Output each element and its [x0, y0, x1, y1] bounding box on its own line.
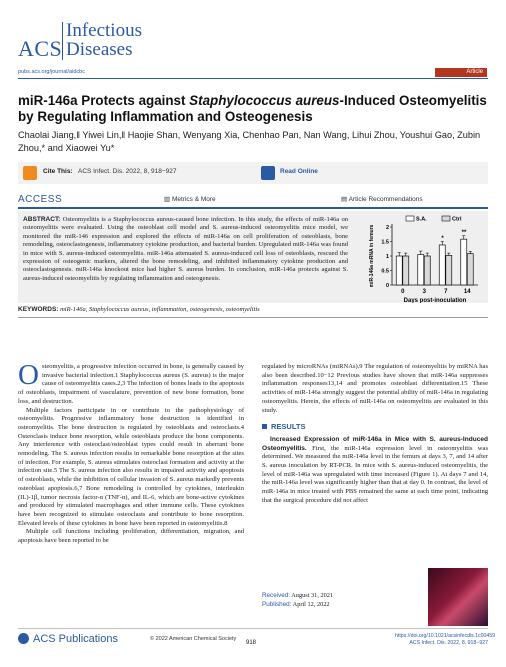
access-rule — [18, 207, 488, 209]
legend-label: S.A. — [416, 216, 427, 223]
received-label: Received: — [262, 592, 291, 599]
logo-divider — [62, 22, 63, 60]
body-paragraph — [18, 359, 244, 407]
metrics-link[interactable] — [164, 195, 216, 203]
bar-ctrl-day0 — [403, 256, 409, 285]
publisher-logo[interactable] — [18, 633, 118, 645]
x-tick-label: 14 — [463, 289, 471, 295]
bar-sa-day0 — [396, 256, 402, 285]
abstract-label: ABSTRACT: — [23, 216, 61, 223]
title-part-italic: Staphylococcus aureus — [189, 93, 340, 108]
keywords — [18, 306, 488, 313]
x-tick-label: 7 — [444, 289, 448, 295]
bar-ctrl-day7 — [446, 255, 452, 285]
body-paragraph: Multiple factors participate in or contribute to the pathophysiology of osteomyelitis. Progressive inflammatory bone destruction is identified in osteomyelitis. The bone destruction is regulated by osteoblasts and osteoclasts.4 Osteoclasts induce bone resorption, while osteoblasts produce the bone components. Any interference with osteoclast/osteoblast types could result in aberrant bone remodeling. The S. aureus infection results in remarkable bone resorption at the sites of infection. For example, S. aureus stimulates osteoclast formation and activity at the infection site.5 The S. aureus infection also results in impaired activity and apoptosis of osteoblasts, while the inhibition of cellular invasion of S. aureus markedly prevents osteoblast apoptosis.6,7 Bone remodeling is controlled by cytokines, interleukin (IL)-1β, tumor necrosis factor-α (TNF-α), and IL-6, which are bone-active cytokines and produced by stimulated macrophages and other immune cells. These cytokines have been recognized to stimulate osteoclasts and contribute to bone resorption. Elevated levels of these cytokines in bone have been reported in osteomyelitis.8 — [18, 406, 244, 527]
y-axis-label: miR-146a mRNA in femurs — [369, 224, 375, 288]
y-tick-label: 2 — [385, 225, 389, 231]
article-dates — [262, 591, 422, 624]
toc-graphic-chart — [362, 213, 484, 303]
title-part-1: miR-146a Protects against — [18, 93, 190, 108]
journal-url[interactable]: pubs.acs.org/journal/aidcbc — [18, 69, 85, 75]
access-bar — [18, 193, 488, 207]
journal-citation: ACS Infect. Dis. 2022, 8, 918−927 — [409, 639, 488, 646]
publisher-name: ACS Publications — [33, 633, 118, 645]
legend-label: Ctrl — [452, 216, 462, 223]
author-list: Chaolai Jiang,‖ Yiwei Lin,‖ Haojie Shan, Wenyang Xia, Chenhao Pan, Nan Wang, Lihui Zhou, Youshui Gao, Zubin Zhou,* and Xiaowei Yu* — [18, 130, 481, 153]
results-heading-text: RESULTS — [271, 422, 306, 432]
drop-cap: O — [18, 359, 39, 391]
cover-thumbnail-image — [428, 568, 488, 626]
body-paragraph: Multiple cell functions including proliferation, differentiation, migration, and apoptosis have been reported to be — [18, 528, 244, 545]
section-heading-results — [262, 423, 488, 432]
y-tick-label: 1.5 — [381, 239, 389, 246]
citation-text: ACS Infect. Dis. 2022, 8, 918−927 — [78, 168, 177, 175]
journal-name-line2: Diseases — [66, 39, 133, 60]
keywords-text: miR-146a, Staphylococcus aureus, inflammation, osteogenesis, osteomyelitis — [60, 306, 260, 313]
bar-sa-day3 — [418, 255, 424, 285]
recommendations-icon: ▤ — [341, 196, 349, 203]
acs-mark: ACS — [18, 36, 63, 61]
recommendations-link[interactable] — [341, 195, 423, 203]
page-number: 918 — [246, 640, 257, 646]
access-label: ACCESS — [18, 194, 63, 205]
published-date: April 12, 2022 — [292, 601, 330, 608]
title-part-2: -Induced Osteomyelitis by Regulating Inflammation and Osteogenesis — [18, 93, 487, 124]
section-bullet-icon — [262, 424, 267, 429]
significance-marker: ** — [461, 230, 467, 237]
acs-publications-icon — [18, 633, 29, 644]
body-left-column — [18, 359, 244, 546]
recommendations-label: Article Recommendations — [348, 196, 423, 203]
footer-rule — [18, 628, 488, 629]
results-text: First, the miR-146a expression level in osteomyelitis was determined. We measured the miR-146a level in the femurs at days 3, 7, and 14 after S. aureus inoculation by RT-PCR. In mice with S. aureus-induced osteomyelitis, the level of miR-146a was upregulated with time increased (Figure 1). At days 7 and 14, the miR-146a level was significantly higher than that at day 0. In contrast, the level of miR-146a in mice treated with PBS remained the same at each time point, indicating that the surgical procedure did not affect — [262, 444, 488, 504]
read-online-link[interactable]: Read Online — [280, 168, 318, 175]
bar-ctrl-day3 — [424, 256, 430, 285]
y-tick-label: 1 — [385, 254, 389, 260]
x-tick-label: 3 — [422, 289, 426, 295]
article-type-badge: Article — [435, 68, 487, 77]
y-tick-label: 0.5 — [381, 268, 389, 275]
cite-icon[interactable] — [23, 166, 37, 180]
legend-swatch — [442, 216, 450, 221]
bar-ctrl-day14 — [467, 254, 473, 285]
doi-link[interactable]: https://doi.org/10.1021/acsinfecdis.1c00459 — [395, 633, 496, 639]
results-paragraph — [262, 436, 488, 506]
keywords-rule — [18, 317, 488, 318]
cite-bar — [18, 162, 488, 184]
bar-sa-day7 — [439, 245, 445, 285]
journal-name-line1: Infectious — [66, 20, 142, 41]
legend-swatch — [406, 216, 414, 221]
x-tick-label: 0 — [401, 289, 405, 295]
metrics-label: Metrics & More — [171, 196, 216, 203]
received-date: August 31, 2021 — [291, 592, 334, 599]
significance-marker: * — [441, 236, 444, 242]
abstract-text — [23, 216, 348, 283]
published-label: Published: — [262, 601, 292, 608]
paragraph-text: steomyelitis, a progressive infection occurred in bone, is generally caused by invasive bacterial infection.1 Staphylococcus aureus (S. aureus) is the major cause of osteomyelitis cases.2,3 The infection of bones leads to the apoptosis of osteoblasts, impairment of vasculature, prevention of new bone formation, bone loss, and destruction. — [18, 363, 244, 405]
copyright: © 2022 American Chemical Society — [150, 636, 237, 642]
bar-sa-day14 — [461, 239, 467, 285]
doi-block — [395, 633, 496, 646]
y-tick-label: 0 — [385, 283, 389, 289]
header-rule — [18, 78, 488, 79]
article-title — [18, 93, 488, 125]
results-subheading: Increased Expression of miR-146a in Mice with S. aureus-Induced Osteomyelitis. — [262, 435, 488, 452]
body-right-column — [262, 363, 488, 506]
metrics-icon: ▥ — [164, 196, 172, 203]
x-axis-label: Days post-inoculation — [403, 298, 467, 303]
body-paragraph: regulated by microRNAs (miRNAs).9 The regulation of osteomyelitis by miRNA has also been described.10−12 Previous studies have shown that miR-146a suppresses inflammation responses13,14 and promotes osteoblast differentiation.15 These activities of miR-146a strongly suggest the potential ability of miR-146a in regulating osteomyelitis. Herein, the effects of miR-146a on osteomyelitis are evaluated in this study. — [262, 363, 488, 414]
abstract-body: Osteomyelitis is a Staphylococcus aureus-caused bone infection. In this study, the effects of miR-146a on osteomyelitis were evaluated. Using the osteoblast cell model and S. aureus-induced osteomyelitis mice model, we monitored the miR-146 expression and explored the effects of miR-146a on cell proliferation of osteoblasts, bone remodeling, osteoclastogenesis, inflammatory cytokine production, and bacterial burden. Upregulated miR-146a was found in mice with S. aureus-induced osteomyelitis. miR-146a attenuated S. aureus-induced cell loss of osteoblasts, rescued the expression of osteogenic markers, altered the bone remodeling, and inhibited inflammatory cytokine production and osteoclastogenesis. miR-146a knockout mice had higher S. aureus burden. In conclusion, miR-146a protects against S. aureus-induced osteomyelitis by regulating inflammation and osteogenesis. — [23, 216, 348, 282]
read-online-icon[interactable] — [261, 166, 275, 180]
keywords-label: KEYWORDS: — [18, 306, 59, 313]
cite-label: Cite This: — [43, 168, 73, 175]
